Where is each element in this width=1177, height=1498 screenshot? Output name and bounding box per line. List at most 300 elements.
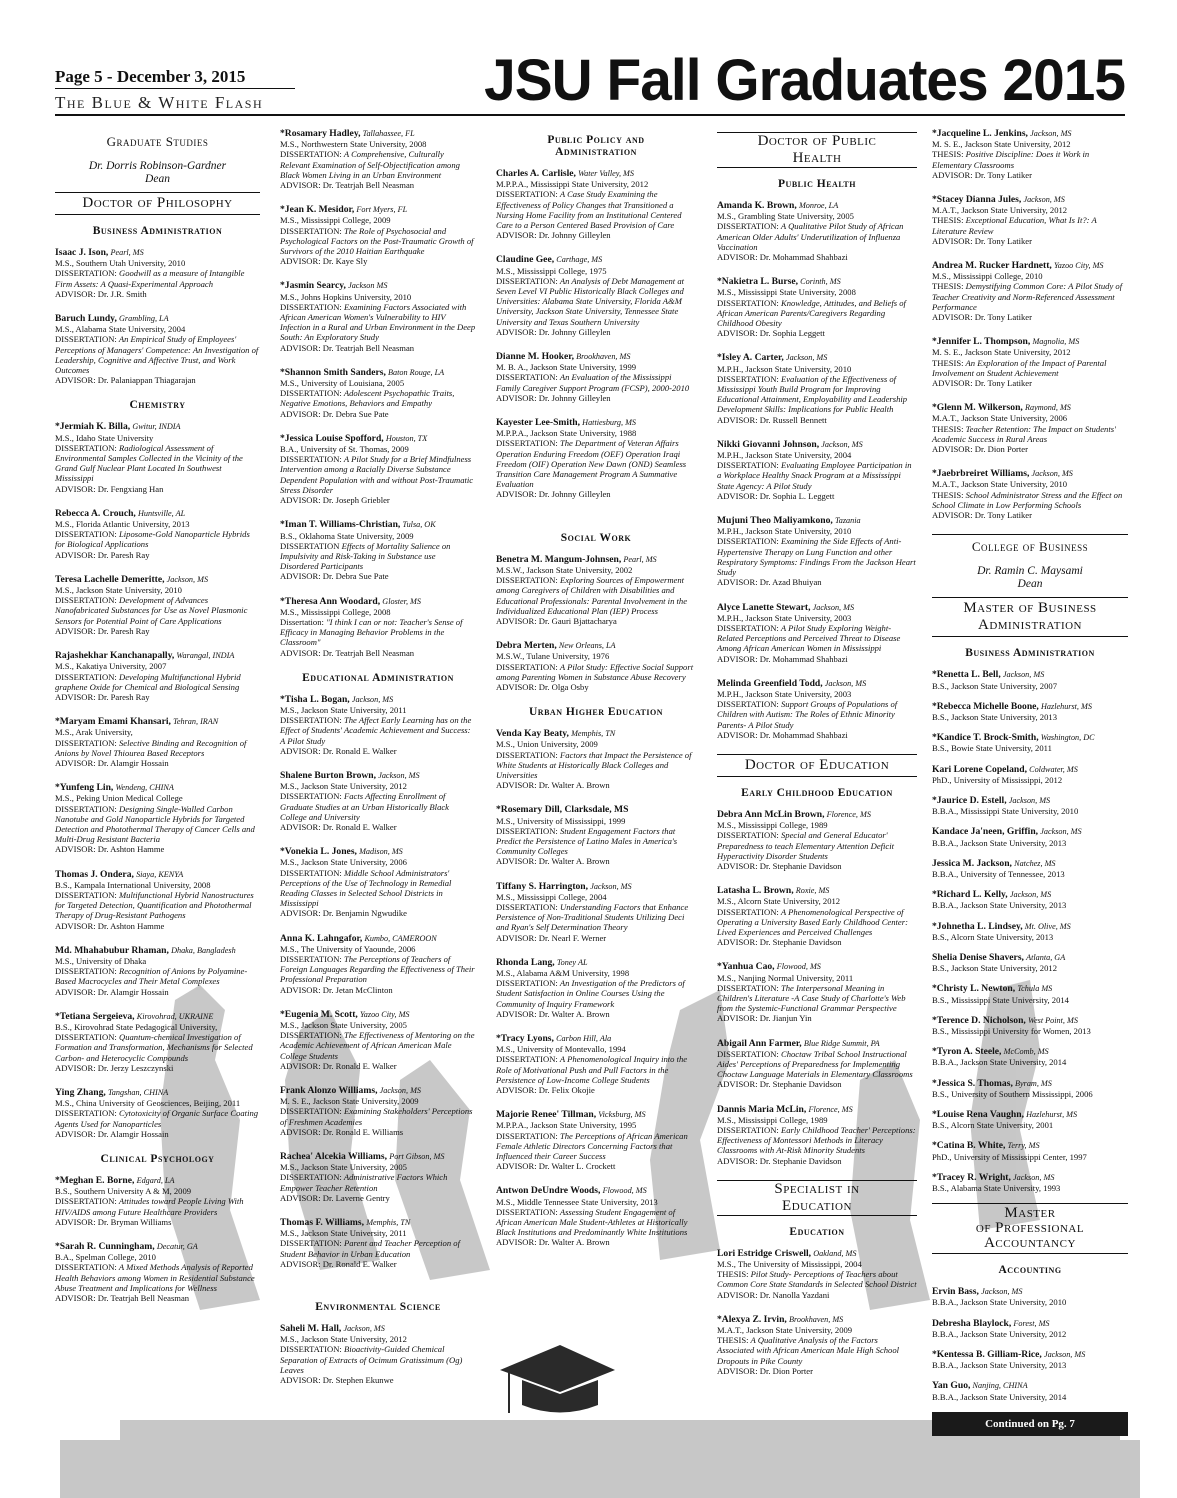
graduate-degree: M.S., Grambling State University, 2005 bbox=[717, 211, 854, 222]
advisor: ADVISOR: Dr. Kaye Sly bbox=[280, 256, 368, 267]
graduate-degree: M.S., Mississippi State University, 2008 bbox=[717, 287, 856, 298]
graduate-name: Antwon DeUndre Woods, bbox=[496, 1185, 601, 1197]
graduate-hometown: Jackson, MS bbox=[590, 881, 632, 891]
graduate-entry bbox=[717, 200, 917, 262]
dissertation-line bbox=[496, 575, 696, 616]
graduate-entry bbox=[55, 945, 260, 997]
graduate-name: *Stacey Dianna Jules, bbox=[932, 194, 1022, 206]
graduate-hometown: Washington, DC bbox=[1040, 733, 1095, 743]
dissertation-title: An Investigation of the Predictors of Student Satisfaction in Online Courses Using the Community of Inquiry Framework bbox=[496, 978, 685, 1009]
advisor: ADVISOR: Dr. Teatrjah Bell Neasman bbox=[55, 1293, 190, 1304]
graduate-entry bbox=[717, 1248, 917, 1300]
dissertation-title: The Department of Veteran Affairs Operation Enduring Freedom (OEF) Operation Iraqi Freedom (OIF) Operation New Dawn (OND) Seamless Transition Care Management Program A Summative Evaluation bbox=[496, 438, 687, 490]
graduate-name: *Sarah R. Cunningham, bbox=[55, 1241, 155, 1253]
dissertation-label: DISSERTATION: bbox=[280, 149, 342, 160]
graduate-hometown: Corinth, MS bbox=[800, 277, 841, 287]
dissertation-label: DISSERTATION: bbox=[496, 825, 558, 836]
advisor: ADVISOR: Dr. Paresh Ray bbox=[55, 625, 150, 636]
entry-list bbox=[932, 1286, 1128, 1402]
graduate-hometown: Monroe, LA bbox=[798, 201, 839, 210]
dissertation-label: THESIS: bbox=[932, 357, 964, 368]
advisor: ADVISOR: Dr. Mohammad Shahbazi bbox=[717, 653, 848, 664]
dissertation-label: THESIS: bbox=[932, 489, 964, 500]
dissertation-title: A Qualitative Pilot Study of African American Older Adults' Underutilization of Influenza Vaccination bbox=[717, 221, 904, 252]
advisor: ADVISOR: Dr. Paresh Ray bbox=[55, 549, 150, 560]
graduate-entry bbox=[932, 669, 1128, 690]
graduate-name: Andrea M. Rucker Hardnett, bbox=[932, 260, 1052, 272]
graduate-name: Rajashekhar Kanchanapally, bbox=[55, 650, 175, 662]
graduate-hometown: Hattiesburg, MS bbox=[582, 418, 636, 428]
graduate-name: *Tracey R. Wright, bbox=[932, 1171, 1011, 1183]
graduate-hometown: Nanjing, CHINA bbox=[972, 1381, 1028, 1391]
dissertation-title: Administrative Factors Which Empower Teacher Retention bbox=[280, 1172, 448, 1193]
subsection-heading: Public Health bbox=[778, 178, 856, 190]
advisor: ADVISOR: Dr. Stephanie Davidson bbox=[717, 1079, 842, 1090]
graduate-hometown: Huntsville, AL bbox=[137, 508, 186, 518]
graduate-degree: B.B.A., Jackson State University, 2012 bbox=[932, 1328, 1067, 1339]
dissertation-title: Early Childhood Teacher' Perceptions: Effectiveness of Montessori Methods in Literacy Classrooms with At-Risk Minority Students bbox=[717, 1125, 916, 1156]
dissertation-label: THESIS: bbox=[932, 423, 964, 434]
advisor: ADVISOR: Dr. Ronald E. Walker bbox=[280, 1060, 397, 1071]
graduate-name: *Tracy Lyons, bbox=[496, 1033, 554, 1044]
dissertation-label: THESIS: bbox=[717, 1335, 749, 1346]
dissertation-title: Teacher Retention: The Impact on Students' Academic Success in Rural Areas bbox=[932, 423, 1116, 444]
dissertation-line bbox=[55, 966, 260, 986]
entry-list bbox=[55, 421, 260, 1139]
graduate-name: Kari Lorene Copeland, bbox=[932, 763, 1027, 775]
graduate-hometown: Wendeng, CHINA bbox=[115, 783, 174, 793]
dissertation-line bbox=[496, 1131, 696, 1162]
graduate-degree: B.S., Kampala International University, 2008 bbox=[55, 879, 211, 890]
dissertation-line bbox=[717, 1125, 917, 1156]
graduate-degree: B.A., Spelman College, 2010 bbox=[55, 1252, 156, 1263]
dissertation-line bbox=[496, 662, 696, 682]
graduate-name: Ervin Bass, bbox=[932, 1286, 979, 1298]
graduate-degree: M.S., Jackson State University, 2012 bbox=[280, 1334, 407, 1345]
advisor: ADVISOR: Dr. Sophia Leggett bbox=[717, 328, 825, 339]
section-heading: Specialist in Education bbox=[717, 1180, 917, 1216]
graduate-hometown: Forest, MS bbox=[1013, 1318, 1050, 1328]
graduate-degree: B.B.A., Jackson State University, 2013 bbox=[932, 1360, 1067, 1371]
graduate-entry bbox=[932, 1318, 1128, 1339]
graduate-entry bbox=[496, 417, 696, 500]
graduate-hometown: Jackson MS bbox=[348, 281, 388, 291]
graduate-name: *Rebecca Michelle Boone, bbox=[932, 700, 1039, 712]
dissertation-title: Examining Stakeholders' Perceptions of Freshmen Academies bbox=[280, 1106, 473, 1127]
dissertation-title: Assessing Student Engagement of African American Male Student-Athletes at Historically Black Institutions and Predominantly White Institutions bbox=[496, 1206, 688, 1238]
graduate-entry bbox=[280, 433, 476, 505]
dissertation-title: Pilot Study- Perceptions of Teachers about Common Core State Standards in Selected School District bbox=[717, 1269, 917, 1290]
graduate-hometown: Grambling, LA bbox=[119, 314, 169, 324]
advisor: ADVISOR: Dr. Stephanie Davidson bbox=[717, 1155, 842, 1166]
graduate-name: *Theresa Ann Woodard, bbox=[280, 595, 381, 607]
graduate-entry bbox=[932, 1109, 1128, 1130]
graduate-name: Abigail Ann Farmer, bbox=[717, 1037, 802, 1049]
dissertation-line bbox=[280, 715, 476, 746]
dissertation-title: Special and General Educator' Preparedness to teach Elementary Attention Deficit Hyperactivity Disorder Students bbox=[717, 830, 895, 861]
dissertation-title: Positive Discipline: Does it Work in Elementary Classrooms bbox=[932, 149, 1090, 170]
dissertation-line bbox=[496, 978, 696, 1009]
dissertation-title: Selective Binding and Recognition of Anions by Novel Thiourea Based Receptors bbox=[55, 737, 247, 758]
graduate-name: *Jessica Louise Spofford, bbox=[280, 432, 384, 444]
dissertation-title: Parent and Teacher Perception of Student Behavior in Urban Education bbox=[280, 1238, 460, 1259]
dissertation-title: Adolescent Psychopathic Traits, Negative Emotions, Behaviors and Empathy bbox=[280, 388, 455, 409]
dissertation-line bbox=[55, 1108, 260, 1128]
advisor: ADVISOR: Dr. Mohammad Shahbazi bbox=[717, 252, 848, 263]
dissertation-label: DISSERTATION bbox=[280, 540, 340, 551]
advisor: ADVISOR: Dr. Dion Porter bbox=[717, 1365, 813, 1376]
mpa-line-3: Accountancy bbox=[984, 1235, 1076, 1252]
column-1 bbox=[55, 128, 260, 1317]
graduate-entry bbox=[717, 1038, 917, 1090]
dissertation-title: Radiological Assessment of Environmental Samples Collected in the Vicinity of the Grand Gulf Nuclear Plant Located In Southwest Mississippi bbox=[55, 442, 243, 484]
graduate-name: Md. Mhahabubur Rhaman, bbox=[55, 944, 169, 956]
graduate-degree: B.S., University of Southern Mississippi, 2006 bbox=[932, 1088, 1093, 1099]
graduate-name: *Jacqueline L. Jenkins, bbox=[932, 128, 1028, 139]
graduate-degree: M.S., The University of Yaounde, 2006 bbox=[280, 943, 416, 954]
graduate-hometown: Siaya, KENYA bbox=[136, 869, 184, 879]
dissertation-line bbox=[717, 298, 917, 329]
dissertation-title: A Pilot Study Exploring Weight-Related Perceptions and Perceived Threat to Disease Among African American Women in Mississippi bbox=[717, 622, 901, 654]
graduate-degree: M.S., Mississippi College, 1989 bbox=[717, 1114, 828, 1125]
subsection-heading: Business Administration bbox=[965, 647, 1095, 660]
graduate-name: *Yanhua Cao, bbox=[717, 961, 775, 973]
graduate-name: Claudine Gee, bbox=[496, 254, 555, 266]
graduate-degree: M. S. E., Jackson State University, 2012 bbox=[932, 347, 1071, 358]
graduate-entry bbox=[496, 1185, 696, 1247]
graduate-entry bbox=[717, 352, 917, 424]
graduate-entry bbox=[717, 276, 917, 338]
graduate-entry bbox=[932, 1380, 1128, 1401]
dissertation-line bbox=[717, 907, 917, 938]
graduate-entry bbox=[55, 313, 260, 385]
dissertation-title: Multifunctional Hybrid Nanostructures for Targeted Detection, Quantification and Photothermal Therapy of Drug-Resistant Pathogens bbox=[55, 889, 254, 921]
dissertation-line bbox=[280, 1172, 476, 1192]
graduate-entry bbox=[932, 1140, 1128, 1161]
graduate-entry bbox=[55, 1175, 260, 1227]
mpa-line-1: Master bbox=[1004, 1205, 1056, 1222]
graduate-hometown: Jackson, MS bbox=[1031, 469, 1073, 479]
dissertation-line bbox=[280, 1344, 476, 1375]
dissertation-title: Cytotoxicity of Organic Surface Coating Agents Used for Nanoparticles bbox=[55, 1108, 259, 1129]
dissertation-label: DISSERTATION: bbox=[496, 1130, 558, 1141]
dissertation-line bbox=[496, 438, 696, 489]
advisor: ADVISOR: Dr. Ronald E. Walker bbox=[280, 821, 397, 832]
graduate-hometown: Jackson, MS bbox=[378, 770, 420, 780]
graduate-hometown: Brookhaven, MS bbox=[788, 1314, 844, 1324]
advisor: ADVISOR: Dr. Gauri Bjattacharya bbox=[496, 615, 617, 626]
graduate-entry bbox=[55, 716, 260, 768]
dissertation-title: An Exploration of the Impact of Parental Involvement on Student Achievement bbox=[932, 357, 1107, 378]
graduate-hometown: Coldwater, MS bbox=[1029, 764, 1078, 774]
graduate-hometown: Jackson, MS bbox=[821, 439, 863, 449]
graduate-degree: M.S., Mississippi College, 2010 bbox=[932, 271, 1043, 282]
graduate-entry bbox=[496, 1109, 696, 1171]
graduate-degree: M.P.H., Jackson State University, 2003 bbox=[717, 612, 852, 623]
dissertation-title: The Affect Early Learning has on the Effect of Students' Academic Achievement and Success: A Pilot Study bbox=[280, 715, 472, 746]
graduate-name: Majorie Renee' Tillman, bbox=[496, 1109, 597, 1121]
section-heading bbox=[932, 1203, 1128, 1254]
dissertation-line bbox=[496, 276, 696, 327]
graduate-degree: M.S., Middle Tennessee State University, 2013 bbox=[496, 1196, 658, 1207]
graduate-entry bbox=[280, 933, 476, 995]
graduate-name: *Tetiana Sergeieva, bbox=[55, 1010, 135, 1022]
graduate-hometown: Jackson, MS bbox=[1030, 129, 1072, 138]
graduate-entry bbox=[717, 1104, 917, 1166]
advisor: ADVISOR: Dr. Benjamin Ngwudike bbox=[280, 908, 407, 919]
dissertation-title: Effects of Mortality Salience on Impulsivity and Risk-Taking in Substance use Disordered Participants bbox=[280, 540, 451, 572]
advisor: ADVISOR: Dr. Jianjun Yin bbox=[717, 1013, 812, 1024]
graduate-hometown: Jackson, MS bbox=[1002, 670, 1045, 680]
dissertation-title: Knowledge, Attitudes, and Beliefs of African American Parents/Caregivers Regarding Childhood Obesity bbox=[717, 297, 906, 329]
subsection-heading: Chemistry bbox=[129, 399, 186, 412]
graduate-entry bbox=[280, 128, 476, 190]
graduate-entry bbox=[932, 889, 1128, 910]
graduate-entry bbox=[932, 194, 1128, 246]
dissertation-line bbox=[55, 443, 260, 484]
dissertation-title: Recognition of Anions by Polyamine-Based Macrocycles and Their Metal Complexes bbox=[55, 966, 248, 987]
dissertation-label: DISSERTATION: bbox=[55, 1032, 117, 1043]
dissertation-line bbox=[496, 189, 696, 230]
graduate-name: *Johnetha L. Lindsey, bbox=[932, 920, 1023, 932]
subsection-heading: Public Policy and Administration bbox=[547, 134, 645, 158]
dissertation-line bbox=[55, 1262, 260, 1293]
graduate-name: *Catina B. White, bbox=[932, 1140, 1006, 1152]
graduate-degree: M. B. A., Jackson State University, 1999 bbox=[496, 362, 637, 373]
advisor: ADVISOR: Dr. Ronald E. Walker bbox=[280, 745, 397, 756]
graduate-hometown: Jackson, MS bbox=[981, 1287, 1023, 1297]
graduate-hometown: Atlanta, GA bbox=[1026, 952, 1066, 962]
graduate-entry bbox=[280, 1323, 476, 1385]
graduate-entry bbox=[280, 1009, 476, 1071]
dissertation-line bbox=[932, 358, 1128, 378]
graduate-entry bbox=[932, 468, 1128, 520]
dissertation-label: DISSERTATION: bbox=[496, 275, 558, 286]
graduate-entry bbox=[55, 247, 260, 299]
dissertation-line bbox=[55, 890, 260, 921]
graduate-name: Kayester Lee-Smith, bbox=[496, 417, 581, 429]
graduate-name: *Jermiah K. Billa, bbox=[55, 421, 131, 433]
column-4 bbox=[717, 128, 917, 1390]
graduate-entry bbox=[932, 701, 1128, 722]
dissertation-line bbox=[932, 215, 1128, 235]
dissertation-title: A Pilot Study: Effective Social Support among Parenting Women in Substance Abuse Recovery bbox=[496, 661, 694, 682]
dissertation-title: Facts Affecting Enrollment of Graduate Studies at an Urban Historically Black College and University bbox=[280, 791, 449, 822]
graduate-entry bbox=[496, 351, 696, 403]
dissertation-title: A Case Study Examining the Effectiveness of Policy Changes that Transitioned a Nursing Home Facility from an Institutional Centered Care to a Person Centered Based Provision of Care bbox=[496, 189, 682, 231]
graduate-entry bbox=[55, 1241, 260, 1303]
graduate-hometown: Houston, TX bbox=[385, 433, 428, 443]
graduate-degree: M.S., Florida Atlantic University, 2013 bbox=[55, 519, 190, 530]
graduate-degree: M.S., Peking Union Medical College bbox=[55, 793, 183, 804]
dissertation-title: A Mixed Methods Analysis of Reported Health Behaviors among Women in Residential Substance Abuse Treatment and Implications for Wellness bbox=[55, 1262, 255, 1293]
graduate-hometown: Hazlehurst, MS bbox=[1041, 701, 1092, 711]
graduate-degree: M.S., Kakatiya University, 2007 bbox=[55, 661, 167, 672]
dissertation-line bbox=[280, 149, 476, 180]
subsection-heading: Social Work bbox=[560, 531, 632, 544]
graduate-hometown: Jackson, MS bbox=[1008, 795, 1051, 805]
dissertation-label: DISSERTATION: bbox=[496, 575, 558, 586]
advisor: ADVISOR: Dr. Paresh Ray bbox=[55, 691, 150, 702]
graduate-hometown: Hazlehurst, MS bbox=[1026, 1109, 1078, 1119]
dissertation-line bbox=[280, 388, 476, 408]
dissertation-label: DISSERTATION: bbox=[280, 954, 342, 964]
graduate-name: *Nakietra L. Burse, bbox=[717, 276, 799, 288]
graduate-hometown: Jackson, MS bbox=[785, 353, 828, 363]
graduate-degree: B.S., Mississippi University for Women, 2013 bbox=[932, 1025, 1091, 1036]
graduate-name: Thomas J. Ondera, bbox=[55, 868, 134, 880]
graduate-degree: M.S., Jackson State University, 2010 bbox=[55, 585, 182, 596]
dissertation-title: Examining Factors Associated with African American Women's Vulnerability to HIV Infection in a Rural and Urban Environment in the Deep South: An Exploratory Study bbox=[280, 301, 476, 343]
dissertation-line bbox=[717, 830, 917, 861]
advisor: ADVISOR: Dr. Tony Latiker bbox=[932, 510, 1032, 521]
graduate-entry bbox=[932, 732, 1128, 753]
graduate-degree: B.S., Kirovohrad State Pedagogical University, bbox=[55, 1021, 218, 1032]
graduate-hometown: Jackson, MS bbox=[351, 694, 394, 704]
graduate-entry bbox=[280, 770, 476, 832]
graduate-degree: M.A.T., Jackson State University, 2009 bbox=[717, 1325, 853, 1336]
graduate-name: Rachea' Alcekia Williams, bbox=[280, 1151, 388, 1163]
graduate-hometown: Oakland, MS bbox=[813, 1248, 857, 1258]
graduate-degree: B.S., Jackson State University, 2012 bbox=[932, 963, 1057, 974]
graduate-hometown: New Orleans, LA bbox=[558, 641, 616, 651]
graduate-hometown: Pearl, MS bbox=[110, 248, 144, 257]
dissertation-line bbox=[717, 1269, 917, 1289]
section-heading: Graduate Studies bbox=[106, 134, 209, 149]
dissertation-label: DISSERTATION: bbox=[496, 978, 558, 989]
graduate-name: Mujuni Theo Maliyamkono, bbox=[717, 515, 833, 527]
graduate-degree: M.S., Alabama State University, 2004 bbox=[55, 324, 186, 335]
dissertation-label: DISSERTATION: bbox=[55, 529, 117, 540]
graduate-name: Lori Estridge Criswell, bbox=[717, 1247, 812, 1259]
dissertation-label: DISSERTATION: bbox=[717, 699, 779, 710]
graduate-hometown: Tulsa, OK bbox=[402, 520, 436, 530]
graduate-hometown: Jackson, MS bbox=[1043, 1350, 1086, 1360]
graduate-degree: M.S., Idaho State University bbox=[55, 432, 154, 443]
graduate-degree: B.S., Jackson State University, 2007 bbox=[932, 680, 1057, 691]
graduate-degree: M.S., University of Montevallo, 1994 bbox=[496, 1044, 626, 1055]
graduate-hometown: Vicksburg, MS bbox=[598, 1110, 646, 1120]
dissertation-line bbox=[496, 1207, 696, 1238]
advisor: ADVISOR: Dr. Nanolla Yazdani bbox=[717, 1289, 830, 1300]
dissertation-line bbox=[55, 268, 260, 288]
dissertation-label: DISSERTATION: bbox=[496, 189, 558, 200]
dissertation-line bbox=[717, 460, 917, 491]
graduate-degree: B.S., Jackson State University, 2013 bbox=[932, 711, 1057, 722]
graduate-entry bbox=[932, 128, 1128, 180]
graduate-degree: M.S., Mississippi College, 2004 bbox=[496, 891, 607, 902]
graduate-hometown: Toney AL bbox=[556, 957, 588, 967]
graduate-degree: M.S., China University of Geosciences, Beijing, 2011 bbox=[55, 1098, 241, 1109]
graduate-hometown: Jackson, MS bbox=[343, 1324, 385, 1334]
graduate-name: *Glenn M. Wilkerson, bbox=[932, 402, 1023, 414]
graduate-entry bbox=[496, 168, 696, 240]
dissertation-line bbox=[496, 750, 696, 781]
graduate-degree: M.S., Johns Hopkins University, 2010 bbox=[280, 291, 412, 302]
graduate-name: *Vonekia L. Jones, bbox=[280, 846, 357, 858]
graduate-name: Dannis Maria McLin, bbox=[717, 1103, 807, 1115]
graduate-entry bbox=[717, 515, 917, 587]
advisor: ADVISOR: Dr. Olga Osby bbox=[496, 681, 589, 692]
graduate-entry bbox=[280, 1217, 476, 1269]
entry-list bbox=[280, 694, 476, 1269]
dissertation-label: DISSERTATION: bbox=[55, 966, 117, 977]
dean-title: Dean bbox=[145, 173, 170, 185]
dissertation-line bbox=[280, 617, 476, 648]
graduate-hometown: Jackson, MS bbox=[379, 1086, 422, 1096]
dissertation-label: DISSERTATION: bbox=[55, 442, 117, 453]
dissertation-line bbox=[55, 1032, 260, 1063]
dissertation-label: DISSERTATION: bbox=[717, 622, 779, 633]
dissertation-label: DISSERTATION: bbox=[717, 221, 779, 232]
graduate-hometown: Jackson, MS bbox=[1013, 1172, 1055, 1182]
graduate-hometown: Port Gibson, MS bbox=[389, 1152, 445, 1162]
column-2 bbox=[280, 128, 476, 1399]
graduate-degree: M. S. E., Jackson State University, 2009 bbox=[280, 1096, 419, 1107]
entry-list bbox=[55, 1175, 260, 1303]
graduate-name: *Jessica S. Thomas, bbox=[932, 1077, 1013, 1089]
graduate-hometown: Baton Rouge, LA bbox=[388, 367, 445, 377]
graduate-degree: M.S., Mississippi College, 1989 bbox=[717, 820, 828, 831]
dissertation-line bbox=[932, 490, 1128, 510]
graduate-hometown: Carthage, MS bbox=[556, 255, 603, 265]
dissertation-title: The Perceptions of African American Female Athletic Directors Concerning Factors that Influenced their Career Success bbox=[496, 1130, 688, 1162]
dissertation-line bbox=[280, 1238, 476, 1258]
graduate-degree: PhD., University of Mississippi, 2012 bbox=[932, 774, 1063, 785]
dissertation-label: DISSERTATION: bbox=[717, 460, 779, 471]
graduate-entry bbox=[932, 983, 1128, 1004]
graduate-degree: M.S., Nanjing Normal University, 2011 bbox=[717, 972, 854, 983]
dissertation-label: DISSERTATION: bbox=[55, 1196, 117, 1207]
dissertation-label: DISSERTATION: bbox=[717, 297, 779, 308]
graduate-name: Shelia Denise Shavers, bbox=[932, 951, 1024, 963]
graduate-name: Benetra M. Mangum-Johnsen, bbox=[496, 553, 622, 565]
advisor: ADVISOR: Dr. Bryman Williams bbox=[55, 1216, 172, 1227]
graduate-degree: M.P.P.A., Mississippi State University, 2012 bbox=[496, 179, 649, 190]
subsection-heading: Educational Administration bbox=[302, 671, 454, 684]
graduate-entry bbox=[280, 1151, 476, 1203]
graduate-name: *Iman T. Williams-Christian, bbox=[280, 519, 401, 531]
dissertation-line bbox=[717, 1335, 917, 1366]
dissertation-label: DISSERTATION: bbox=[55, 595, 117, 606]
dissertation-line bbox=[280, 791, 476, 822]
graduate-entry bbox=[280, 519, 476, 581]
graduate-name: *Christy L. Newton, bbox=[932, 983, 1016, 995]
dissertation-line bbox=[280, 868, 476, 909]
dissertation-title: Demystifying Common Core: A Pilot Study of Teacher Creativity and Norm-Referenced Assessment Performance bbox=[932, 281, 1123, 312]
graduate-name: *Rosemary Dill, Clarksdale, MS bbox=[496, 804, 629, 816]
dean-name: Dr. Ramin C. Maysami bbox=[977, 565, 1083, 578]
graduate-degree: M.P.H., Jackson State University, 2004 bbox=[717, 450, 852, 461]
advisor: ADVISOR: Dr. Azad Bhuiyan bbox=[717, 577, 822, 588]
graduate-degree: M.S., The University of Mississippi, 2004 bbox=[717, 1259, 862, 1270]
advisor: ADVISOR: Dr. Joseph Griebler bbox=[280, 495, 390, 506]
subsection-heading: Accounting bbox=[998, 1264, 1062, 1277]
advisor: ADVISOR: Dr. Ashton Hamme bbox=[55, 920, 165, 931]
dissertation-line bbox=[280, 954, 476, 985]
advisor: ADVISOR: Dr. Ashton Hamme bbox=[55, 844, 165, 855]
graduate-degree: M.P.H., Jackson State University, 2003 bbox=[717, 688, 852, 699]
graduate-entry bbox=[932, 1046, 1128, 1067]
advisor: ADVISOR: Dr. J.R. Smith bbox=[55, 288, 147, 299]
entry-list bbox=[932, 669, 1128, 1193]
dissertation-label: DISSERTATION: bbox=[55, 889, 117, 900]
dissertation-title: An Empirical Study of Employees' Perceptions of Managers' Competence: An Investigation of Leadership, Cognitive and Affective Trust, and Work Outcomes bbox=[55, 334, 259, 376]
graduate-degree: B.B.A., Jackson State University, 2014 bbox=[932, 1391, 1067, 1402]
graduate-hometown: Flowood, MS bbox=[602, 1186, 647, 1196]
graduate-degree: M.S., Jackson State University, 2011 bbox=[280, 1228, 407, 1239]
graduate-degree: M.A.T., Jackson State University, 2012 bbox=[932, 205, 1068, 216]
